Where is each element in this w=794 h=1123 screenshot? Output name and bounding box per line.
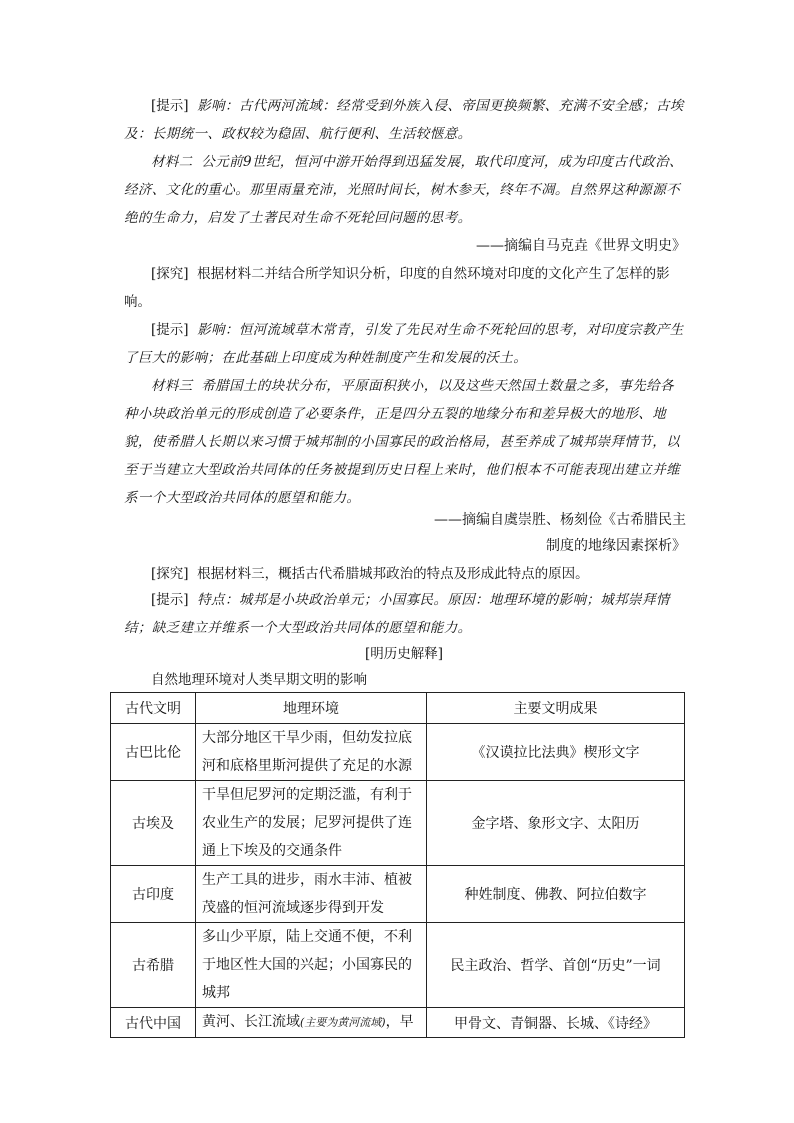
explore2-label: [探究] — [151, 266, 189, 282]
row-env: 多山少平原，陆上交通不便，不利于地区性大国的兴起；小国寡民的城邦 — [196, 923, 427, 1008]
hint1-text: 影响：古代两河流域：经常受到外族入侵、帝国更换频繁、充满不安全感；古埃及：长期统一、政权较为稳固、航行便利、生活较惬意。 — [124, 98, 684, 142]
env-note: (主要为黄河流域) — [300, 1016, 386, 1029]
material3-source-line2: 制度的地缘因素探析》 — [546, 538, 686, 554]
hint2-text: 影响：恒河流域草木常青，引发了先民对生命不死轮回的思考，对印度宗教产生了巨大的影响；在此基础上印度成为种姓制度产生和发展的沃土。 — [124, 322, 684, 366]
table-row — [111, 923, 685, 1008]
env-main: 黄河、长江流域 — [202, 1014, 300, 1030]
row-civ: 古埃及 — [111, 781, 196, 866]
table-header-row — [111, 693, 685, 724]
row-ach: 民主政治、哲学、首创“历史”一词 — [427, 923, 685, 1008]
hint3-paragraph — [124, 586, 684, 642]
material3-paragraph — [124, 372, 684, 512]
row-civ: 古巴比伦 — [111, 724, 196, 781]
explore3-paragraph — [124, 560, 684, 588]
row-civ: 古印度 — [111, 866, 196, 923]
row-env: 大部分地区干旱少雨，但幼发拉底河和底格里斯河提供了充足的水源 — [196, 724, 427, 781]
material2-label: 材料二 — [151, 154, 193, 170]
material2-paragraph — [124, 148, 684, 232]
header-ach: 主要文明成果 — [427, 693, 685, 724]
header-env: 地理环境 — [196, 693, 427, 724]
row-ach: 《汉谟拉比法典》楔形文字 — [427, 724, 685, 781]
row-ach: 种姓制度、佛教、阿拉伯数字 — [427, 866, 685, 923]
hint1-paragraph — [124, 92, 684, 148]
explore2-paragraph — [124, 260, 684, 316]
civilization-table — [110, 692, 685, 1038]
table-row — [111, 724, 685, 781]
row-env: 干旱但尼罗河的定期泛滥，有利于农业生产的发展；尼罗河提供了连通上下埃及的交通条件 — [196, 781, 427, 866]
env-tail: ，早 — [385, 1014, 414, 1030]
hint3-label: [提示] — [151, 592, 189, 608]
explore3-label: [探究] — [151, 566, 189, 582]
hint3-text: 特点：城邦是小块政治单元；小国寡民。原因：地理环境的影响；城邦崇拜情结；缺乏建立并维系一个大型政治共同体的愿望和能力。 — [124, 592, 670, 636]
hint2-label: [提示] — [151, 322, 189, 338]
table-row — [111, 781, 685, 866]
row-env — [196, 1008, 427, 1038]
table-row — [111, 866, 685, 923]
header-civ: 古代文明 — [111, 693, 196, 724]
hint1-label: [提示] — [151, 98, 189, 114]
explore2-text: 根据材料二并结合所学知识分析，印度的自然环境对印度的文化产生了怎样的影响。 — [124, 266, 670, 310]
row-env: 生产工具的进步，雨水丰沛、植被茂盛的恒河流域逐步得到开发 — [196, 866, 427, 923]
section-heading: [明历史解释] — [364, 646, 444, 662]
row-civ: 古代中国 — [111, 1008, 196, 1038]
material2-text: 公元前9世纪，恒河中游开始得到迅猛发展，取代印度河，成为印度古代政治、经济、文化的重心。那里雨量充沛，光照时间长，树木参天，终年不凋。自然界这种源源不绝的生命力，启发了土著民对生命不死轮回问题的思考。 — [124, 154, 683, 226]
material3-text: 希腊国土的块状分布，平原面积狭小，以及这些天然国土数量之多，事先给各种小块政治单元的形成创造了必要条件，正是四分五裂的地缘分布和差异极大的地形、地貌，使希腊人长期以来习惯于城邦制的小国寡民的政治格局，甚至养成了城邦崇拜情节，以至于当建立大型政治共同体的任务被提到历史日程上来时，他们根本不可能表现出建立并维系一个大型政治共同体的愿望和能力。 — [124, 378, 680, 506]
material3-label: 材料三 — [151, 378, 193, 394]
explore3-text: 根据材料三，概括古代希腊城邦政治的特点及形成此特点的原因。 — [197, 566, 589, 582]
material2-source: ——摘编自马克垚《世界文明史》 — [476, 238, 686, 254]
material3-source-line1: ——摘编自虞崇胜、杨刻俭《古希腊民主 — [434, 512, 686, 528]
row-civ: 古希腊 — [111, 923, 196, 1008]
row-ach: 金字塔、象形文字、太阳历 — [427, 781, 685, 866]
hint2-paragraph — [124, 316, 684, 372]
table-title: 自然地理环境对人类早期文明的影响 — [151, 672, 367, 688]
row-ach: 甲骨文、青铜器、长城、《诗经》 — [427, 1008, 685, 1038]
table-row — [111, 1008, 685, 1038]
